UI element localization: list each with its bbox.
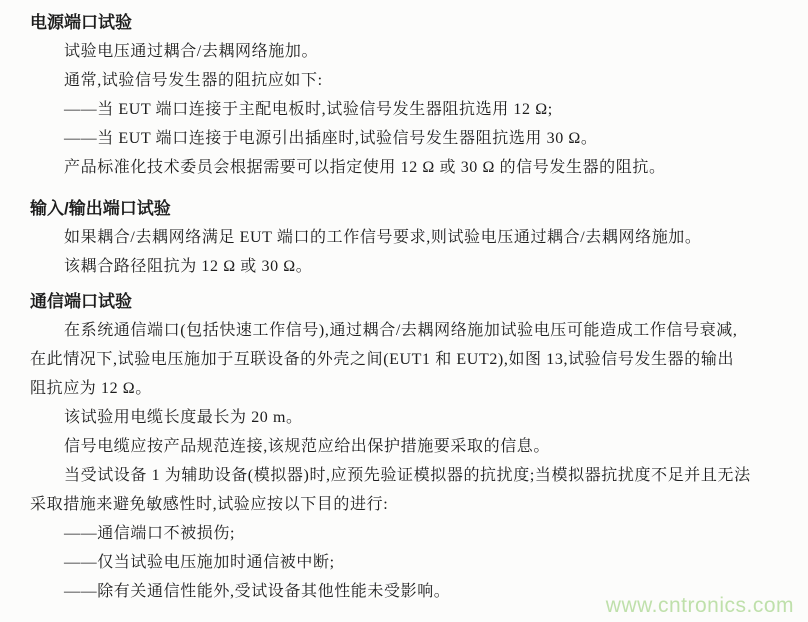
text-line: 信号电缆应按产品规范连接,该规范应给出保护措施要采取的信息。 bbox=[64, 438, 551, 455]
text-line: 在系统通信端口(包括快速工作信号),通过耦合/去耦网络施加试验电压可能造成工作信号衰减, bbox=[64, 322, 738, 339]
text-line-dash-item: ——通信端口不被损伤; bbox=[64, 525, 236, 542]
text-line: 产品标准化技术委员会根据需要可以指定使用 12 Ω 或 30 Ω 的信号发生器的阻抗。 bbox=[64, 159, 666, 176]
text-line-dash-item: ——除有关通信性能外,受试设备其他性能未受影响。 bbox=[64, 583, 451, 600]
section-comm-port-test bbox=[30, 287, 790, 606]
text-line-dash-item: ——仅当试验电压施加时通信被中断; bbox=[64, 554, 335, 571]
section-power-port-test bbox=[30, 8, 790, 182]
text-line: 在此情况下,试验电压施加于互联设备的外壳之间(EUT1 和 EUT2),如图 13,试验信号发生器的输出 bbox=[30, 351, 735, 368]
text-line: 如果耦合/去耦网络满足 EUT 端口的工作信号要求,则试验电压通过耦合/去耦网络施加。 bbox=[64, 229, 702, 246]
text-line: 试验电压通过耦合/去耦网络施加。 bbox=[64, 43, 319, 60]
watermark: www.cntronics.com bbox=[605, 594, 794, 617]
text-line: 该耦合路径阻抗为 12 Ω 或 30 Ω。 bbox=[64, 258, 313, 275]
text-line: 当受试设备 1 为辅助设备(模拟器)时,应预先验证模拟器的抗扰度;当模拟器抗扰度不足并且无法 bbox=[64, 467, 751, 484]
text-line: 通常,试验信号发生器的阻抗应如下: bbox=[64, 72, 323, 89]
text-line-dash-item: ——当 EUT 端口连接于主配电板时,试验信号发生器阻抗选用 12 Ω; bbox=[64, 101, 553, 118]
section-io-port-test bbox=[30, 194, 790, 281]
text-line: 阻抗应为 12 Ω。 bbox=[30, 380, 152, 397]
section-heading: 通信端口试验 bbox=[30, 292, 132, 311]
text-line-dash-item: ——当 EUT 端口连接于电源引出插座时,试验信号发生器阻抗选用 30 Ω。 bbox=[64, 130, 598, 147]
section-heading: 电源端口试验 bbox=[30, 13, 132, 32]
text-line: 该试验用电缆长度最长为 20 m。 bbox=[64, 409, 303, 426]
section-heading: 输入/输出端口试验 bbox=[30, 199, 171, 218]
text-line: 采取措施来避免敏感性时,试验应按以下目的进行: bbox=[30, 496, 389, 513]
